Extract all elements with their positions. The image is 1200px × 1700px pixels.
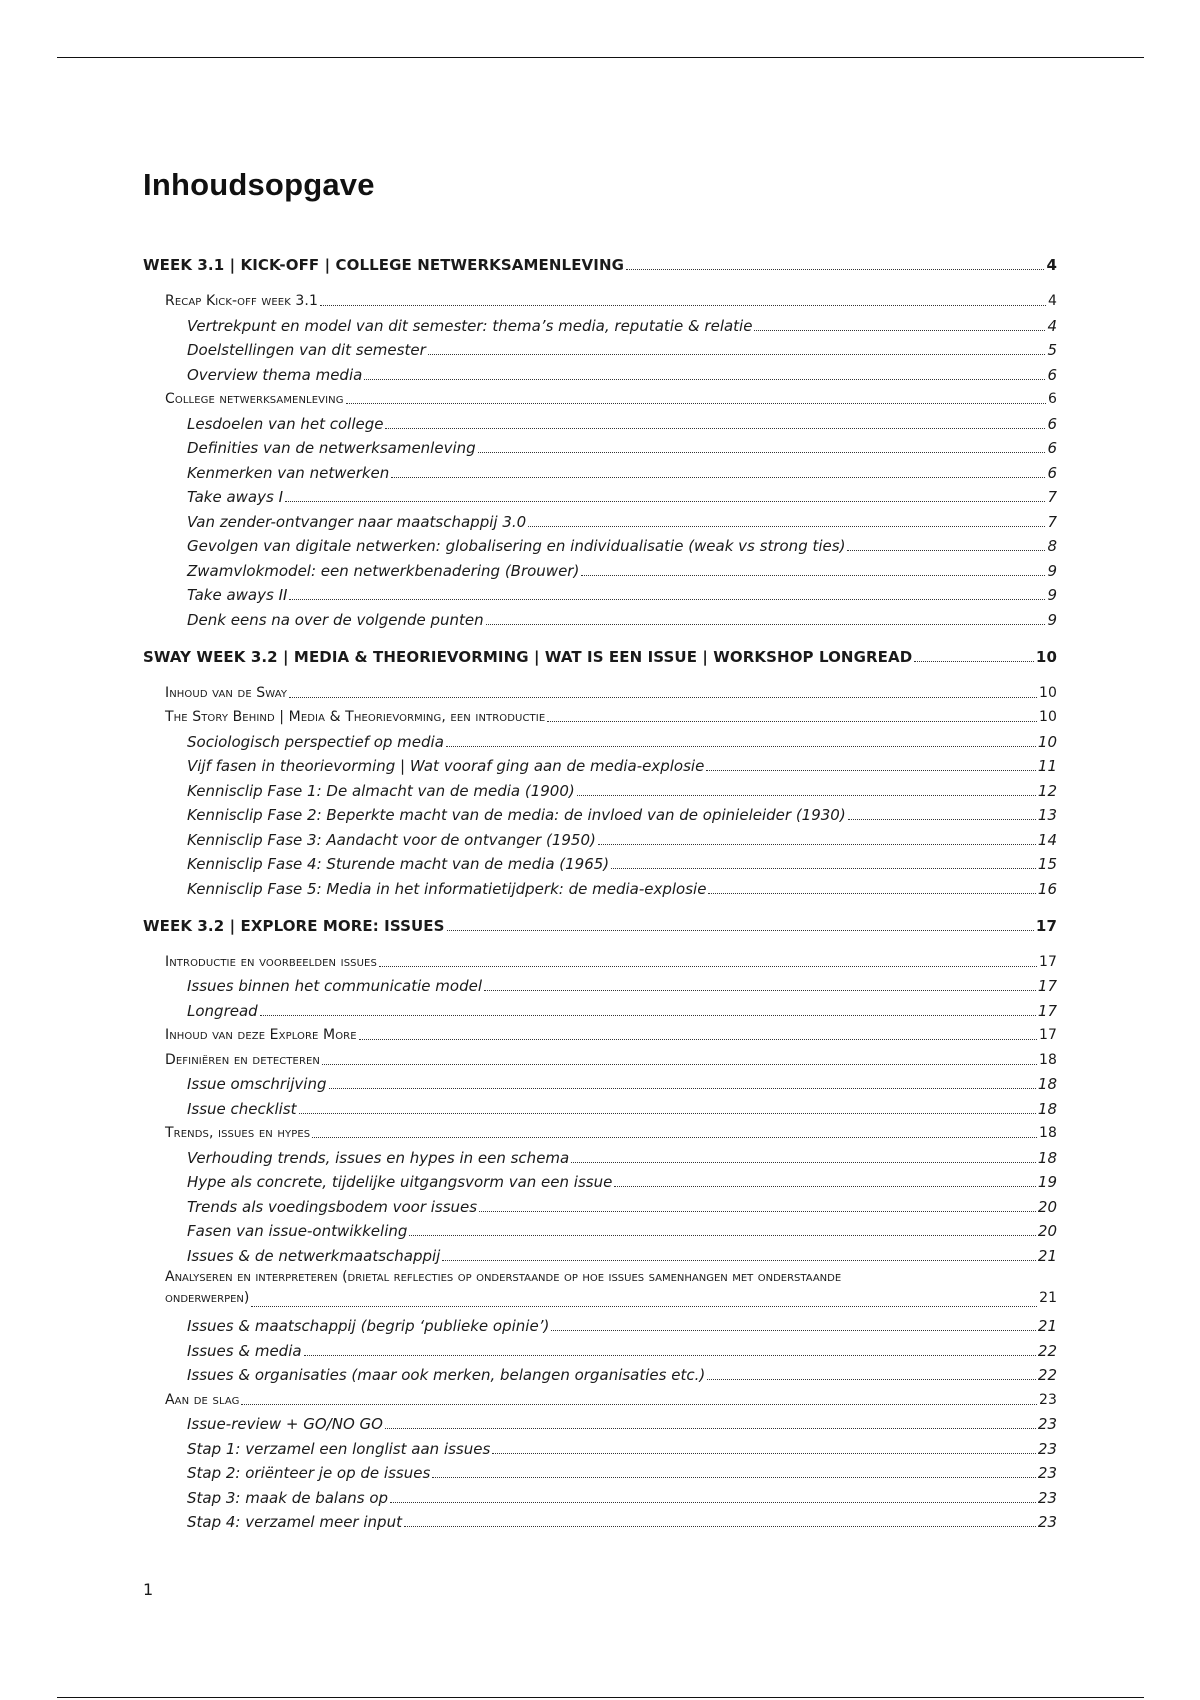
toc-entry-level-3[interactable] <box>143 531 1057 556</box>
toc-dot-leader <box>528 526 1045 527</box>
toc-entry-title: Issues & maatschappij (begrip ‘publieke opinie’) <box>187 1317 550 1335</box>
toc-entry-level-3[interactable] <box>143 1142 1057 1167</box>
toc-dot-leader <box>289 599 1045 600</box>
toc-dot-leader <box>241 1404 1037 1405</box>
toc-entry-title: Take aways I <box>187 488 283 506</box>
toc-entry-title: Issue omschrijving <box>187 1075 327 1093</box>
toc-entry-level-3[interactable] <box>143 335 1057 360</box>
toc-page-number: 23 <box>1037 1513 1057 1531</box>
toc-entry-title: Inhoud van de Sway <box>165 684 288 701</box>
toc-page-number: 17 <box>1037 977 1057 995</box>
toc-entry-title: Issue checklist <box>187 1099 297 1118</box>
toc-entry-title: Issues & organisaties (maar ook merken, belangen organisaties etc.) <box>187 1366 706 1384</box>
toc-page-number: 16 <box>1037 879 1057 898</box>
header-rule <box>57 57 1144 58</box>
toc-dot-leader <box>611 868 1036 869</box>
toc-entry-level-2[interactable] <box>143 384 1057 409</box>
toc-page-number: 7 <box>1047 488 1057 506</box>
toc-entry-title: Trends, issues en hypes <box>165 1125 311 1141</box>
toc-entry-level-3[interactable] <box>143 1507 1057 1532</box>
toc-dot-leader <box>447 930 1034 931</box>
toc-page-number: 21 <box>1037 1317 1057 1335</box>
toc-page-number: 9 <box>1047 586 1057 604</box>
toc-page-number: 21 <box>1039 1289 1057 1306</box>
toc-page-number: 18 <box>1037 1099 1057 1118</box>
toc-dot-leader <box>484 990 1036 991</box>
toc-page-number: 10 <box>1038 709 1057 725</box>
toc-dot-leader <box>322 1064 1037 1065</box>
toc-entry-level-3[interactable] <box>143 751 1057 776</box>
toc-entry-level-3[interactable] <box>143 310 1057 335</box>
toc-entry-level-2[interactable] <box>143 274 1057 310</box>
toc-dot-leader <box>708 893 1035 894</box>
toc-entry-title: Trends als voedingsbodem voor issues <box>187 1197 478 1216</box>
toc-entry-level-3[interactable] <box>143 1069 1057 1094</box>
toc-dot-leader <box>706 770 1036 771</box>
toc-dot-leader <box>391 477 1045 478</box>
toc-dot-leader <box>478 452 1046 453</box>
toc-page-number: 18 <box>1037 1148 1057 1167</box>
toc-entry-level-3[interactable] <box>143 1458 1057 1483</box>
toc-dot-leader <box>289 697 1037 698</box>
toc-page-number: 6 <box>1047 365 1057 384</box>
toc-entry-level-2[interactable] <box>143 1044 1057 1069</box>
toc-dot-leader <box>260 1015 1036 1016</box>
table-of-contents <box>143 256 1057 1531</box>
toc-dot-leader <box>598 844 1036 845</box>
toc-entry-level-3[interactable] <box>143 408 1057 433</box>
toc-page-number: 23 <box>1037 1464 1057 1482</box>
toc-dot-leader <box>847 550 1045 551</box>
toc-entry-title: Recap Kick-off week 3.1 <box>165 293 318 309</box>
toc-entry-level-3[interactable] <box>143 1167 1057 1192</box>
toc-entry-title: Gevolgen van digitale netwerken: globalisering en individualisatie (weak vs strong ties) <box>187 537 846 555</box>
toc-entry-level-3[interactable] <box>143 580 1057 605</box>
toc-entry-level-3[interactable] <box>143 506 1057 531</box>
toc-entry-level-3[interactable] <box>143 604 1057 629</box>
toc-entry-title: Longread <box>187 1001 258 1020</box>
toc-entry-title: Lesdoelen van het college <box>187 414 384 433</box>
toc-entry-level-3[interactable] <box>143 849 1057 874</box>
toc-entry-level-3[interactable] <box>143 995 1057 1020</box>
toc-entry-title: Overview thema media <box>187 365 363 384</box>
toc-entry-title: Kennisclip Fase 5: Media in het informatietijdperk: de media-explosie <box>187 879 707 898</box>
toc-page-number: 6 <box>1047 439 1057 457</box>
toc-page-number: 14 <box>1037 830 1057 849</box>
toc-entry-title: Introductie en voorbeelden issues <box>165 953 377 970</box>
toc-entry-level-2[interactable] <box>143 1384 1057 1409</box>
toc-dot-leader <box>479 1211 1036 1212</box>
toc-dot-leader <box>320 305 1046 306</box>
toc-page-number: 18 <box>1038 1125 1057 1141</box>
toc-dot-leader <box>385 428 1045 429</box>
toc-entry-title: Definities van de netwerksamenleving <box>187 439 476 457</box>
toc-dot-leader <box>385 1428 1036 1429</box>
toc-entry-level-3[interactable] <box>143 873 1057 898</box>
toc-entry-title: Vijf fasen in theorievorming | Wat vooraf ging aan de media-explosie <box>187 757 705 775</box>
toc-entry-title: Doelstellingen van dit semester <box>187 341 426 359</box>
toc-page-number: 13 <box>1037 806 1057 824</box>
toc-entry-level-2[interactable] <box>143 1265 1057 1311</box>
toc-entry-title: Issues & de netwerkmaatschappij <box>187 1246 441 1265</box>
toc-dot-leader <box>428 354 1046 355</box>
toc-page-number: 15 <box>1037 855 1057 873</box>
page-number: 1 <box>143 1580 154 1599</box>
toc-dot-leader <box>446 746 1036 747</box>
toc-dot-leader <box>346 403 1046 404</box>
toc-entry-level-2[interactable] <box>143 1020 1057 1045</box>
toc-dot-leader <box>551 1330 1036 1331</box>
toc-page-number: 6 <box>1047 391 1057 407</box>
toc-entry-title: Issue-review + GO/NO GO <box>187 1415 383 1433</box>
toc-dot-leader <box>304 1355 1036 1356</box>
toc-page-number: 9 <box>1047 610 1057 629</box>
toc-page-number: 9 <box>1047 561 1057 580</box>
toc-entry-level-3[interactable] <box>143 1216 1057 1241</box>
toc-entry-title: Denk eens na over de volgende punten <box>187 610 484 629</box>
toc-entry-level-1[interactable] <box>143 898 1057 935</box>
toc-entry-level-3[interactable] <box>143 555 1057 580</box>
toc-page-number: 22 <box>1037 1341 1057 1360</box>
toc-entry-level-3[interactable] <box>143 1240 1057 1265</box>
toc-entry-level-3[interactable] <box>143 1335 1057 1360</box>
toc-entry-title: Van zender-ontvanger naar maatschappij 3.0 <box>187 512 527 531</box>
toc-entry-title-continued: onderwerpen) <box>165 1289 250 1306</box>
toc-entry-level-3[interactable] <box>143 1311 1057 1336</box>
toc-page-number: 18 <box>1037 1075 1057 1093</box>
toc-entry-level-3[interactable] <box>143 1191 1057 1216</box>
toc-entry-title: Kennisclip Fase 2: Beperkte macht van de media: de invloed van de opinieleider (1930) <box>187 806 846 824</box>
toc-entry-level-3[interactable] <box>143 726 1057 751</box>
toc-entry-title: Stap 3: maak de balans op <box>187 1488 389 1507</box>
toc-dot-leader <box>492 1453 1036 1454</box>
toc-dot-leader <box>390 1502 1036 1503</box>
toc-dot-leader <box>571 1162 1036 1163</box>
toc-page-number: 4 <box>1046 256 1057 274</box>
toc-page-number: 17 <box>1035 916 1057 935</box>
toc-page-number: 23 <box>1038 1391 1057 1408</box>
toc-entry-title: WEEK 3.1 | KICK-OFF | COLLEGE NETWERKSAMENLEVING <box>143 256 625 274</box>
toc-entry-title: SWAY WEEK 3.2 | MEDIA & THEORIEVORMING | WAT IS EEN ISSUE | WORKSHOP LONGREAD <box>143 647 913 666</box>
toc-page-number: 23 <box>1037 1488 1057 1507</box>
toc-dot-leader <box>442 1260 1036 1261</box>
toc-page-number: 20 <box>1037 1222 1057 1240</box>
toc-dot-leader <box>251 1306 1037 1307</box>
toc-page-number: 6 <box>1047 414 1057 433</box>
toc-entry-level-3[interactable] <box>143 433 1057 458</box>
toc-entry-level-3[interactable] <box>143 1482 1057 1507</box>
toc-entry-level-3[interactable] <box>143 824 1057 849</box>
toc-page-number: 12 <box>1037 781 1057 800</box>
toc-dot-leader <box>547 721 1037 722</box>
toc-page-number: 23 <box>1037 1439 1057 1458</box>
toc-entry-title: Analyseren en interpreteren (drietal reflecties op onderstaande op hoe issues samenhangen met onderstaande <box>165 1268 842 1285</box>
toc-entry-level-3[interactable] <box>143 800 1057 825</box>
toc-dot-leader <box>577 795 1036 796</box>
toc-entry-title: Kennisclip Fase 1: De almacht van de media (1900) <box>187 781 575 800</box>
toc-dot-leader <box>312 1137 1037 1138</box>
toc-entry-level-2[interactable] <box>143 666 1057 702</box>
toc-page-number: 17 <box>1038 953 1057 970</box>
toc-page-number: 4 <box>1047 293 1057 309</box>
toc-entry-title: Definiëren en detecteren <box>165 1051 320 1068</box>
toc-page-number: 22 <box>1037 1366 1057 1384</box>
toc-entry-level-3[interactable] <box>143 1360 1057 1385</box>
toc-page-number: 21 <box>1037 1246 1057 1265</box>
toc-page-number: 23 <box>1037 1415 1057 1433</box>
footer-rule <box>57 1697 1144 1698</box>
toc-dot-leader <box>359 1039 1037 1040</box>
toc-page-number: 17 <box>1038 1027 1057 1043</box>
toc-entry-title: Take aways II <box>187 586 288 604</box>
toc-page-number: 6 <box>1047 463 1057 482</box>
toc-page-number: 19 <box>1037 1173 1057 1191</box>
toc-page-number: 8 <box>1047 537 1057 555</box>
toc-entry-level-3[interactable] <box>143 775 1057 800</box>
toc-entry-title: WEEK 3.2 | EXPLORE MORE: ISSUES <box>143 916 445 935</box>
toc-dot-leader <box>848 819 1036 820</box>
toc-dot-leader <box>404 1526 1036 1527</box>
toc-entry-level-1[interactable] <box>143 629 1057 666</box>
toc-page-number: 10 <box>1037 732 1057 751</box>
toc-entry-title: Stap 4: verzamel meer input <box>187 1513 402 1531</box>
toc-page-number: 10 <box>1038 684 1057 701</box>
toc-entry-level-2[interactable] <box>143 702 1057 727</box>
toc-entry-level-1[interactable] <box>143 256 1057 274</box>
toc-entry-title: Stap 2: oriënteer je op de issues <box>187 1464 431 1482</box>
toc-entry-title: Kenmerken van netwerken <box>187 463 390 482</box>
toc-dot-leader <box>707 1379 1036 1380</box>
toc-dot-leader <box>285 501 1045 502</box>
toc-entry-title: Aan de slag <box>165 1391 240 1408</box>
toc-entry-level-2[interactable] <box>143 935 1057 971</box>
toc-entry-title: Inhoud van deze Explore More <box>165 1027 357 1043</box>
toc-entry-title: Vertrekpunt en model van dit semester: thema’s media, reputatie & relatie <box>187 316 753 335</box>
toc-entry-level-3[interactable] <box>143 457 1057 482</box>
toc-dot-leader <box>581 575 1045 576</box>
toc-entry-title: The Story Behind | Media & Theorievorming, een introductie <box>165 709 546 725</box>
toc-entry-level-3[interactable] <box>143 1433 1057 1458</box>
toc-entry-title: Stap 1: verzamel een longlist aan issues <box>187 1439 491 1458</box>
toc-entry-level-3[interactable] <box>143 359 1057 384</box>
toc-entry-title: Issues & media <box>187 1341 302 1360</box>
toc-dot-leader <box>432 1477 1036 1478</box>
toc-dot-leader <box>364 379 1045 380</box>
toc-dot-leader <box>614 1186 1036 1187</box>
page-title: Inhoudsopgave <box>143 167 375 202</box>
toc-entry-level-3[interactable] <box>143 1409 1057 1434</box>
toc-page-number: 7 <box>1047 512 1057 531</box>
toc-dot-leader <box>486 624 1046 625</box>
toc-entry-title: Verhouding trends, issues en hypes in een schema <box>187 1148 570 1167</box>
toc-entry-level-2[interactable] <box>143 1118 1057 1143</box>
toc-entry-title: College netwerksamenleving <box>165 391 344 407</box>
toc-entry-title: Fasen van issue-ontwikkeling <box>187 1222 408 1240</box>
toc-page-number: 18 <box>1038 1051 1057 1068</box>
toc-dot-leader <box>754 330 1045 331</box>
toc-entry-title: Hype als concrete, tijdelijke uitgangsvorm van een issue <box>187 1173 613 1191</box>
toc-entry-level-3[interactable] <box>143 482 1057 507</box>
toc-entry-level-3[interactable] <box>143 1093 1057 1118</box>
toc-entry-title: Kennisclip Fase 3: Aandacht voor de ontvanger (1950) <box>187 830 596 849</box>
toc-entry-title: Sociologisch perspectief op media <box>187 732 444 751</box>
toc-page-number: 17 <box>1037 1001 1057 1020</box>
toc-entry-title: Zwamvlokmodel: een netwerkbenadering (Brouwer) <box>187 561 580 580</box>
toc-entry-title: Kennisclip Fase 4: Sturende macht van de media (1965) <box>187 855 610 873</box>
toc-page-number: 11 <box>1037 757 1057 775</box>
toc-dot-leader <box>379 966 1037 967</box>
toc-dot-leader <box>626 269 1044 270</box>
toc-entry-title: Issues binnen het communicatie model <box>187 977 482 995</box>
toc-page-number: 4 <box>1047 316 1057 335</box>
toc-dot-leader <box>914 661 1034 662</box>
toc-entry-level-3[interactable] <box>143 971 1057 996</box>
toc-page-number: 20 <box>1037 1197 1057 1216</box>
toc-dot-leader <box>329 1088 1036 1089</box>
toc-dot-leader <box>409 1235 1036 1236</box>
toc-page-number: 5 <box>1047 341 1057 359</box>
toc-page-number: 10 <box>1035 647 1057 666</box>
toc-dot-leader <box>299 1113 1036 1114</box>
